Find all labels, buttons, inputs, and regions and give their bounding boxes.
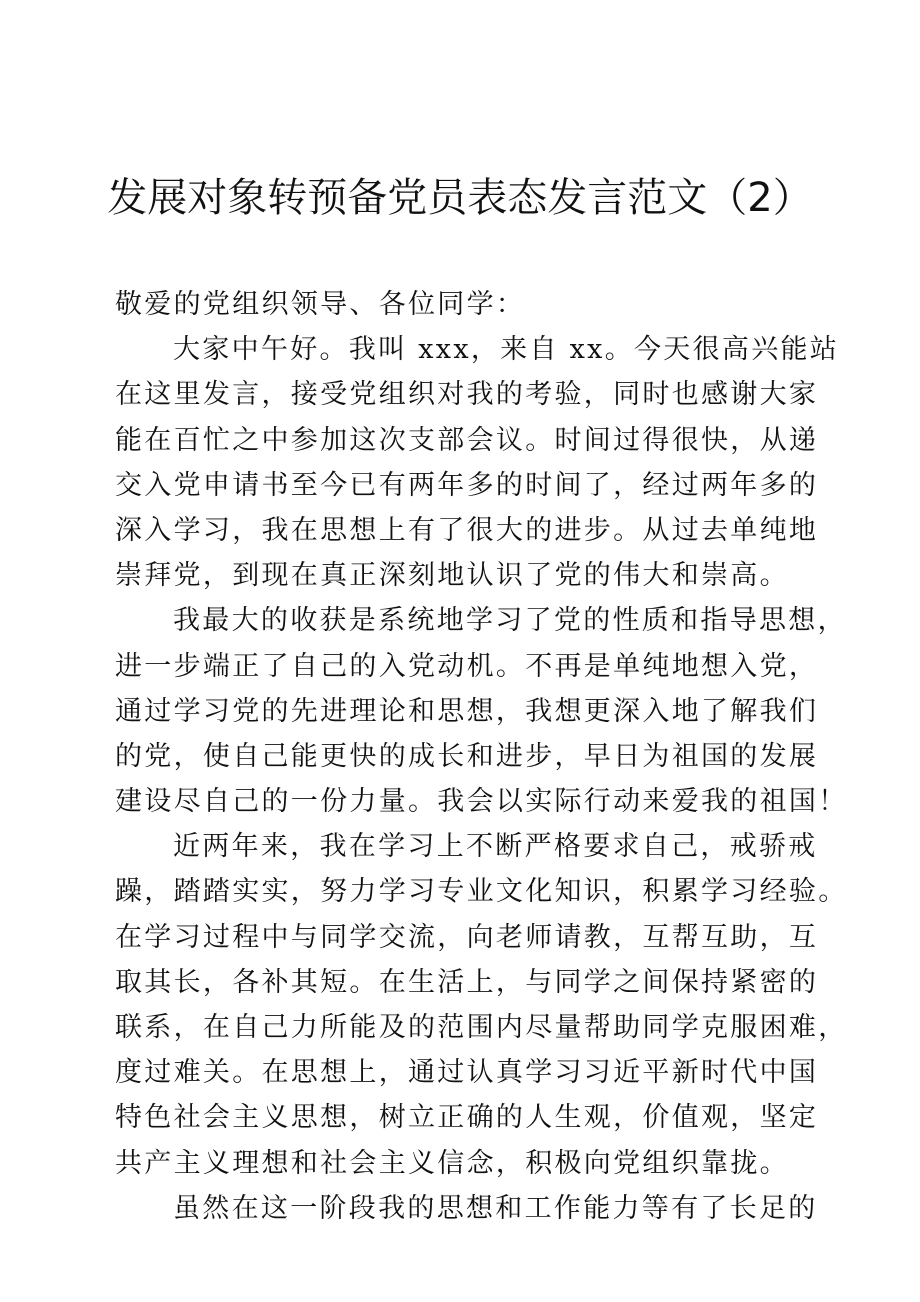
body-text-line: 躁，踏踏实实，努力学习专业文化知识，积累学习经验。	[115, 876, 848, 908]
body-text-line: 共产主义理想和社会主义信念，积极向党组织靠拢。	[115, 1147, 789, 1179]
body-text-line: 特色社会主义思想，树立正确的人生观，价值观，坚定	[115, 1102, 819, 1134]
body-text-line: 的党，使自己能更快的成长和进步，早日为祖国的发展	[115, 740, 819, 772]
body-text-line: 建设尽自己的一份力量。我会以实际行动来爱我的祖国！	[115, 786, 848, 818]
body-text-line: 度过难关。在思想上，通过认真学习习近平新时代中国	[115, 1057, 819, 1089]
body-text-line: 取其长，各补其短。在生活上，与同学之间保持紧密的	[115, 966, 819, 998]
body-text-line: 能在百忙之中参加这次支部会议。时间过得很快，从递	[115, 424, 819, 456]
body-text-line: 交入党申请书至今已有两年多的时间了，经过两年多的	[115, 469, 819, 501]
salutation-line: 敬爱的党组织领导、各位同学：	[115, 289, 526, 320]
body-text-line: 深入学习，我在思想上有了很大的进步。从过去单纯地	[115, 514, 819, 546]
body-text-line: 近两年来，我在学习上不断严格要求自己，戒骄戒	[173, 831, 818, 863]
document-body	[115, 282, 848, 1231]
body-text-line: 虽然在这一阶段我的思想和工作能力等有了长足的	[173, 1192, 818, 1224]
body-text-line: 进一步端正了自己的入党动机。不再是单纯地想入党，	[115, 650, 819, 682]
body-text-line: 大家中午好。我叫 xxx，来自 xx。今天很高兴能站	[173, 334, 840, 366]
body-text-line: 我最大的收获是系统地学习了党的性质和指导思想，	[173, 605, 847, 637]
document-title: 发展对象转预备党员表态发言范文（2）	[107, 175, 813, 221]
body-text-line: 崇拜党，到现在真正深刻地认识了党的伟大和崇高。	[115, 560, 789, 592]
body-text-line: 在这里发言，接受党组织对我的考验，同时也感谢大家	[115, 379, 819, 411]
body-text-line: 在学习过程中与同学交流，向老师请教，互帮互助，互	[115, 921, 819, 953]
body-text-line: 通过学习党的先进理论和思想，我想更深入地了解我们	[115, 695, 819, 727]
body-text-line: 联系，在自己力所能及的范围内尽量帮助同学克服困难，	[115, 1012, 848, 1043]
